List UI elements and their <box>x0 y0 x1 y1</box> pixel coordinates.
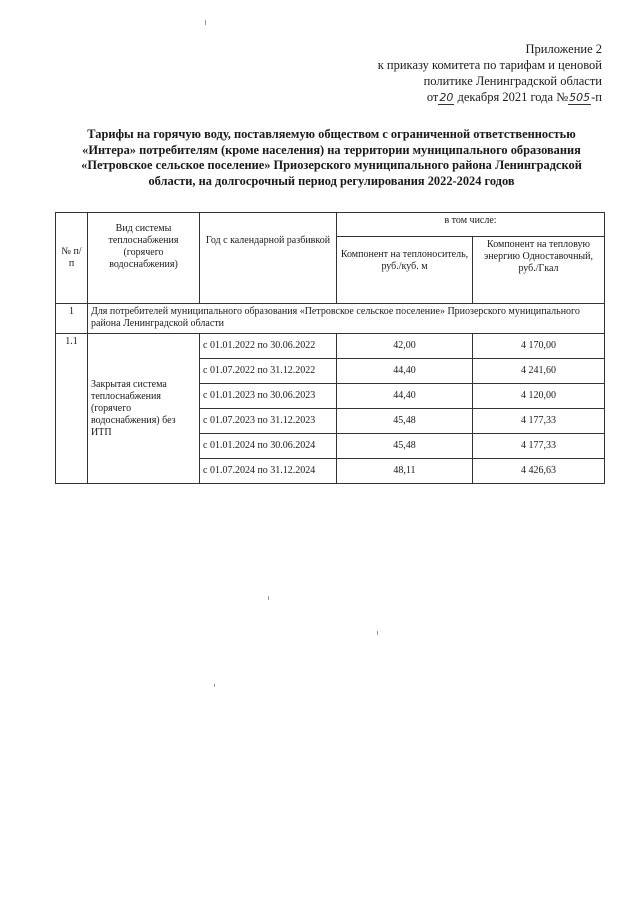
period-cell: с 01.07.2022 по 31.12.2022 <box>200 359 337 384</box>
handwritten-order-number: 505 <box>569 91 591 104</box>
appendix-committee: политике Ленинградской области <box>423 74 602 88</box>
header-number: № п/п <box>56 213 88 304</box>
appendix-header <box>330 41 602 106</box>
subgroup-number: 1.1 <box>56 334 88 484</box>
energy-value-cell: 4 120,00 <box>473 384 605 409</box>
carrier-value-cell: 42,00 <box>337 334 473 359</box>
energy-value-cell: 4 177,33 <box>473 434 605 459</box>
energy-value-cell: 4 241,60 <box>473 359 605 384</box>
carrier-value-cell: 44,40 <box>337 384 473 409</box>
header-component-carrier: Компонент на теплоноситель, руб./куб. м <box>337 237 473 304</box>
date-rest: декабря 2021 года № <box>457 90 569 104</box>
header-period: Год с календарной разбивкой <box>200 213 337 304</box>
scan-speck <box>214 684 215 687</box>
carrier-value-cell: 45,48 <box>337 434 473 459</box>
period-cell: с 01.01.2022 по 30.06.2022 <box>200 334 337 359</box>
title-line: Тарифы на горячую воду, поставляемую обществом с ограниченной ответственностью <box>87 127 576 141</box>
energy-value-cell: 4 426,63 <box>473 459 605 484</box>
header-system-type: Вид системы теплоснабжения (горячего водоснабжения) <box>88 213 200 304</box>
title-line: области, на долгосрочный период регулирования 2022-2024 годов <box>148 173 515 188</box>
carrier-value-cell: 45,48 <box>337 409 473 434</box>
group-row <box>56 304 605 334</box>
header-including: в том числе: <box>337 213 605 237</box>
period-cell: с 01.07.2024 по 31.12.2024 <box>200 459 337 484</box>
order-suffix: -п <box>591 90 602 104</box>
handwritten-day: 20 <box>439 91 454 104</box>
tariff-table <box>55 212 605 484</box>
carrier-value-cell: 44,40 <box>337 359 473 384</box>
system-type-cell: Закрытая система теплоснабжения (горячего водоснабжения) без ИТП <box>88 334 200 484</box>
group-description-text: Для потребителей муниципального образования «Петровское сельское поселение» Приозерского муниципального района Ленинградской области <box>91 306 580 329</box>
group-number: 1 <box>56 304 88 334</box>
title-line: «Петровское сельское поселение» Приозерского муниципального района Ленинградской <box>81 158 582 173</box>
appendix-order-ref: к приказу комитета по тарифам и ценовой <box>377 58 602 72</box>
date-prefix: от <box>426 90 439 104</box>
energy-value-cell: 4 177,33 <box>473 409 605 434</box>
group-description <box>88 304 605 334</box>
period-cell: с 01.07.2023 по 31.12.2023 <box>200 409 337 434</box>
scan-speck <box>205 20 206 25</box>
appendix-date-line <box>330 89 602 106</box>
period-cell: с 01.01.2023 по 30.06.2023 <box>200 384 337 409</box>
appendix-title: Приложение 2 <box>525 42 602 56</box>
document-title <box>48 127 615 189</box>
header-component-energy: Компонент на тепловую энергию Одноставочный, руб./Гкал <box>473 237 605 304</box>
scan-speck <box>268 596 269 600</box>
carrier-value-cell: 48,11 <box>337 459 473 484</box>
period-cell: с 01.01.2024 по 30.06.2024 <box>200 434 337 459</box>
table-row <box>56 334 605 359</box>
title-line: «Интера» потребителям (кроме населения) на территории муниципального образования <box>82 142 581 157</box>
energy-value-cell: 4 170,00 <box>473 334 605 359</box>
scan-speck <box>377 631 378 635</box>
